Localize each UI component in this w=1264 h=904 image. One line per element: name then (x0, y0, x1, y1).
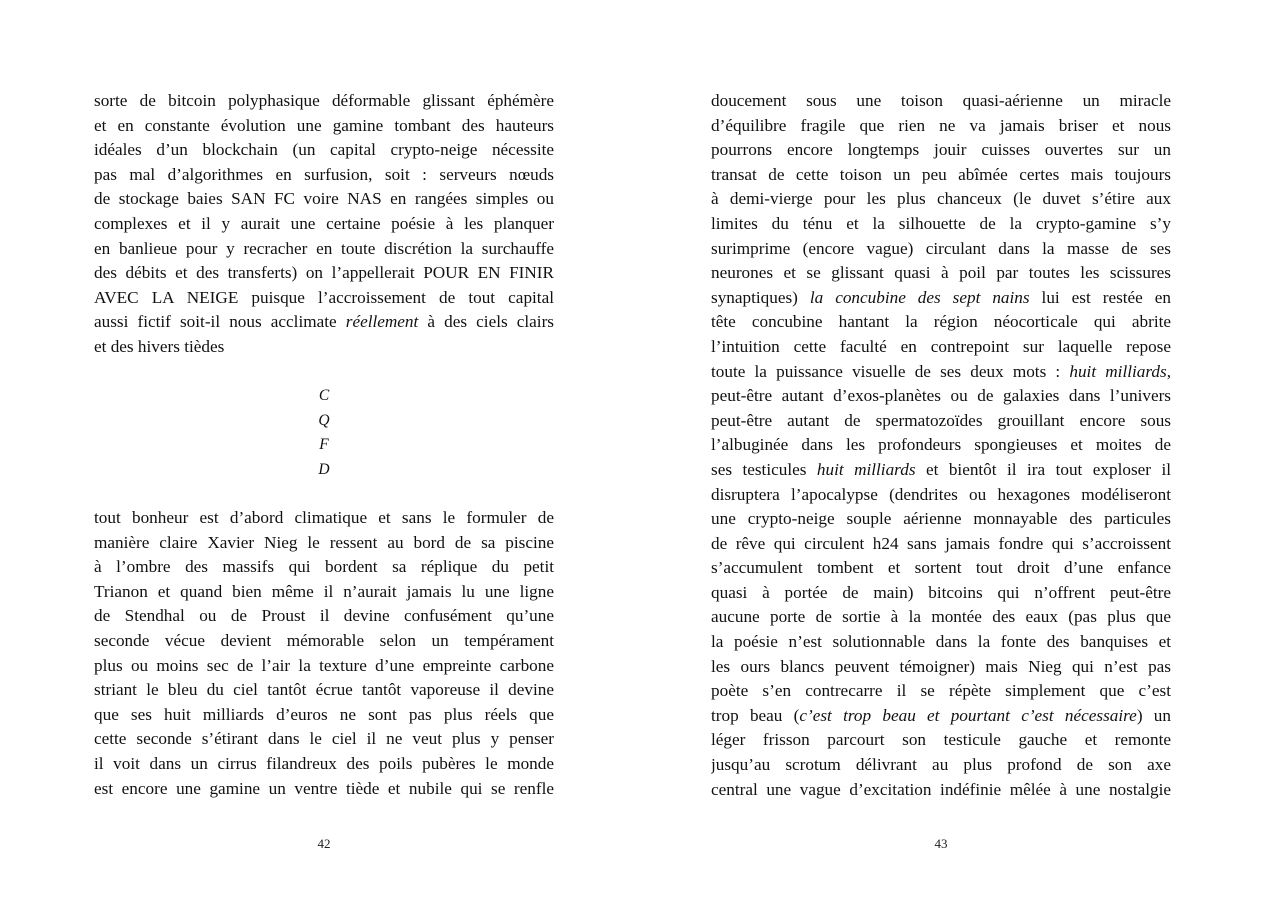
text-segment: quasi à portée de main) bitcoins qui n’offrent peut-être (711, 582, 1171, 602)
text-segment: tout bonheur est d’abord climatique et sans le formuler de (94, 508, 554, 527)
text-line (711, 532, 1171, 557)
text-segment: l’albuginée dans les profondeurs spongieuses et moites de (711, 435, 1171, 455)
text-line (94, 703, 554, 728)
text-segment: Trianon et quand bien même il n’aurait jamais lu une ligne (94, 581, 554, 601)
text-line (94, 654, 554, 679)
text-segment: neurones et se glissant quasi à poil par toutes les scissures (711, 263, 1171, 283)
text-line (711, 704, 1171, 729)
italic-phrase: huit milliards (816, 459, 916, 479)
text-line (94, 678, 554, 703)
text-segment: cette seconde s’étirant dans le ciel il ne veut plus y penser (94, 729, 554, 749)
text-line (94, 752, 554, 777)
text-segment: doucement sous une toison quasi-aérienne un miracle (711, 91, 1171, 110)
text-segment: pourrons encore longtemps jouir cuisses ouvertes sur un (711, 140, 1171, 160)
left-page (94, 0, 554, 904)
text-segment: léger frisson parcourt son testicule gauche et remonte (711, 730, 1171, 750)
text-segment: pas mal d’algorithmes en surfusion, soit : serveurs nœuds (94, 164, 554, 184)
left-paragraph-2 (94, 506, 554, 801)
text-line (711, 360, 1171, 385)
text-segment: toute la puissance visuelle de ses deux mots : (711, 361, 1070, 381)
text-segment: de rêve qui circulent h24 sans jamais fondre qui s’accroissent (711, 533, 1171, 553)
text-segment: lui est restée en (1029, 287, 1171, 307)
text-segment: sorte de bitcoin polyphasique déformable glissant éphémère (94, 91, 554, 110)
text-line (711, 310, 1171, 335)
text-segment: des débits et des transferts) on l’appellerait POUR EN FINIR (94, 263, 554, 283)
text-segment: surimprime (encore vague) circulant dans la masse de ses (711, 238, 1171, 258)
text-segment: idéales d’un blockchain (un capital crypto-neige nécessite (94, 140, 554, 160)
text-segment: à des ciels clairs (418, 312, 554, 332)
text-line (94, 531, 554, 556)
text-segment: jusqu’au scrotum délivrant au plus profond de son axe (711, 755, 1171, 775)
text-segment: en banlieue pour y recracher en toute discrétion la surchauffe (94, 238, 554, 258)
text-segment: manière claire Xavier Nieg le ressent au bord de sa piscine (94, 532, 554, 552)
text-line (94, 237, 554, 262)
text-segment: limites du ténu et la silhouette de la crypto-gamine s’y (711, 213, 1171, 233)
text-segment: d’équilibre fragile que rien ne va jamais briser et nous (711, 115, 1171, 135)
text-line (711, 212, 1171, 237)
text-line (711, 728, 1171, 753)
text-segment: ses testicules (711, 459, 817, 479)
text-segment: trop beau ( (711, 705, 800, 725)
italic-phrase: c’est trop beau et pourtant c’est nécessaire (799, 705, 1137, 725)
text-segment: et en constante évolution une gamine tombant des hauteurs (94, 115, 554, 135)
letter-f: F (319, 436, 329, 454)
left-paragraph-1 (94, 89, 554, 360)
acronym-letters (94, 384, 554, 482)
text-line (94, 286, 554, 311)
text-line (94, 727, 554, 752)
text-segment: et bientôt il ira tout exploser il (915, 459, 1171, 479)
text-segment: synaptiques) (711, 287, 810, 307)
text-segment: complexes et il y aurait une certaine poésie à les planquer (94, 213, 554, 233)
text-line (711, 114, 1171, 139)
text-segment: aussi fictif soit-il nous acclimate (94, 312, 346, 332)
text-line (711, 679, 1171, 704)
text-line (94, 506, 554, 531)
text-line (711, 556, 1171, 581)
text-segment: central une vague d’excitation indéfinie mêlée à une nostalgie (711, 779, 1171, 799)
letter-c: C (318, 387, 330, 404)
text-segment: à demi-vierge pour les plus chanceux (le duvet s’étire aux (711, 189, 1171, 209)
italic-phrase: réellement (345, 312, 419, 332)
text-segment: peut-être autant de spermatozoïdes grouillant encore sous (711, 410, 1171, 430)
text-line (711, 163, 1171, 188)
text-line (94, 114, 554, 139)
text-line (94, 777, 554, 802)
text-segment: s’accumulent tombent et sortent tout droit d’une enfance (711, 558, 1171, 578)
text-line (94, 580, 554, 605)
page-number-right: 43 (934, 836, 948, 851)
text-line (94, 629, 554, 654)
text-segment: et des hivers tièdes (94, 336, 225, 356)
text-line (94, 335, 554, 360)
text-segment: que ses huit milliards d’euros ne sont pas plus réels que (94, 704, 554, 724)
text-line (711, 655, 1171, 680)
text-segment: ) un (1136, 705, 1171, 725)
letter-d: D (318, 460, 330, 478)
text-segment: à l’ombre des massifs qui bordent sa réplique du petit (94, 557, 554, 577)
page-number-left: 42 (317, 836, 331, 851)
text-segment: striant le bleu du ciel tantôt écrue tantôt vaporeuse il devine (94, 680, 554, 700)
text-line (711, 138, 1171, 163)
text-line (94, 89, 554, 114)
text-segment: AVEC LA NEIGE puisque l’accroissement de tout capital (94, 287, 554, 307)
text-line (711, 261, 1171, 286)
text-segment: peut-être autant d’exos-planètes ou de galaxies dans l’univers (711, 386, 1171, 406)
text-segment: il voit dans un cirrus filandreux des poils pubères le monde (94, 753, 554, 773)
text-segment: aucune porte de sortie à la montée des eaux (pas plus que (711, 607, 1171, 627)
text-line (94, 555, 554, 580)
text-segment: transat de cette toison un peu abîmée certes mais toujours (711, 164, 1171, 184)
text-segment: les ours blancs peuvent témoigner) mais Nieg qui n’est pas (711, 656, 1171, 676)
text-line (711, 581, 1171, 606)
text-line (94, 163, 554, 188)
text-segment: plus ou moins sec de l’air la texture d’une empreinte carbone (94, 655, 554, 675)
text-line (711, 335, 1171, 360)
text-segment: poète s’en contrecarre il se répète simplement que c’est (711, 681, 1171, 701)
text-line (711, 507, 1171, 532)
text-segment: une crypto-neige souple aérienne monnayable des particules (711, 509, 1171, 529)
text-line (711, 630, 1171, 655)
text-segment: , (1166, 361, 1171, 381)
italic-phrase: huit milliards (1069, 361, 1167, 381)
text-line (94, 310, 554, 335)
text-segment: seconde vécue devient mémorable selon un tempérament (94, 630, 554, 650)
text-line (711, 433, 1171, 458)
text-line (711, 384, 1171, 409)
right-page (711, 0, 1171, 904)
text-line (94, 138, 554, 163)
text-line (711, 605, 1171, 630)
text-segment: tête concubine hantant la région néocorticale qui abrite (711, 312, 1171, 332)
text-line (711, 187, 1171, 212)
text-line (711, 483, 1171, 508)
text-line (94, 261, 554, 286)
text-line (94, 604, 554, 629)
text-segment: de stockage baies SAN FC voire NAS en rangées simples ou (94, 189, 554, 209)
text-line (711, 286, 1171, 311)
text-line (711, 89, 1171, 114)
text-line (711, 237, 1171, 262)
text-line (711, 458, 1171, 483)
text-segment: est encore une gamine un ventre tiède et nubile qui se renfle (94, 778, 554, 798)
text-line (711, 753, 1171, 778)
text-line (94, 212, 554, 237)
right-paragraph (711, 89, 1171, 802)
text-segment: l’intuition cette faculté en contrepoint sur laquelle repose (711, 336, 1171, 356)
text-segment: la poésie n’est solutionnable dans la fonte des banquises et (711, 632, 1171, 652)
text-segment: de Stendhal ou de Proust il devine confusément qu’une (94, 606, 554, 626)
letter-q: Q (318, 411, 330, 429)
text-segment: disruptera l’apocalypse (dendrites ou hexagones modéliseront (711, 484, 1171, 504)
text-line (711, 409, 1171, 434)
text-line (94, 187, 554, 212)
italic-phrase: la concubine des sept nains (809, 287, 1030, 307)
text-line (711, 778, 1171, 803)
